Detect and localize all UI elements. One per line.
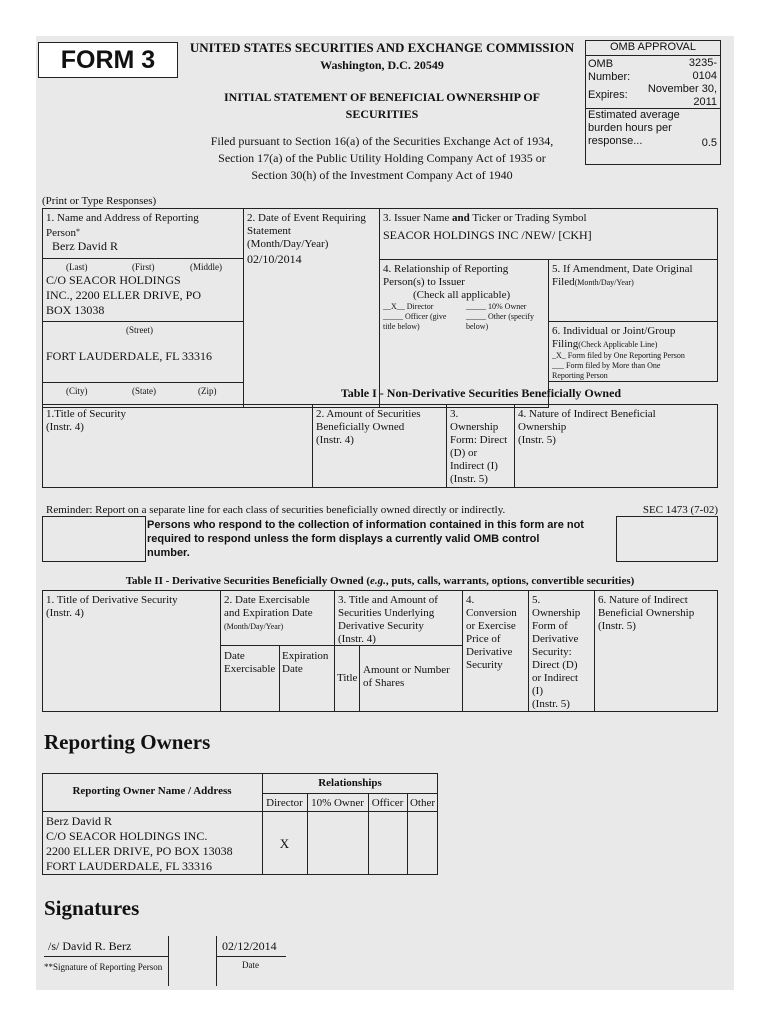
omb-title: OMB APPROVAL — [586, 41, 720, 56]
persons-notice-line3: number. — [147, 547, 190, 559]
middle-label: (Middle) — [190, 262, 222, 272]
reporting-person-name: Berz David R — [52, 239, 118, 253]
sec-code: SEC 1473 (7-02) — [642, 504, 718, 516]
amendment-date-format: (Month/Day/Year) — [574, 278, 634, 287]
persons-notice-line1: Persons who respond to the collection of information contained in this form are not — [147, 519, 584, 531]
table2-col5-line7: or Indirect — [532, 672, 579, 684]
table2-col5-line9: (Instr. 5) — [532, 698, 570, 710]
form-label — [38, 42, 178, 78]
table2-col6-line1: 6. Nature of Indirect — [598, 594, 688, 606]
owners-header-divider — [42, 811, 438, 812]
table2-amount-line1: Amount or Number — [363, 664, 450, 676]
persons-notice — [147, 518, 584, 560]
joint-option-2: ___ Form filed by More than One — [552, 361, 661, 370]
reporting-person-label-2-text: Person — [46, 227, 76, 239]
form-page — [36, 36, 734, 990]
reminder-text: Reminder: Report on a separate line for each class of securities beneficially owned directly or indirectly. — [46, 504, 506, 516]
issuer-label-b: and — [452, 212, 470, 224]
table2-col-divider-1 — [220, 590, 221, 712]
table2-col5-line6: Direct (D) — [532, 659, 578, 671]
table2-title-a: Table II - Derivative Securities Beneficially Owned ( — [125, 575, 371, 587]
table1-col2-line2: Beneficially Owned — [316, 421, 405, 433]
reporting-person-marker: * — [75, 227, 80, 236]
table2-col4-line2: Conversion — [466, 607, 517, 619]
owners-row-addr3: FORT LAUDERDALE, FL 33316 — [46, 859, 212, 873]
signature-label-text: Signature of Reporting Person — [53, 962, 163, 972]
table1-col3 — [450, 408, 507, 486]
notice-left-box — [42, 516, 146, 562]
signature-date-value: 02/12/2014 — [222, 939, 277, 953]
issuer-label — [383, 212, 587, 224]
table2-expiration-date — [282, 650, 328, 676]
signature-marker: ** — [44, 962, 53, 972]
table1-col4-line1: 4. Nature of Indirect Beneficial — [518, 408, 656, 420]
table2-col5-line8: (I) — [532, 685, 543, 697]
table2-col1-line2: (Instr. 4) — [46, 607, 84, 619]
table2-col-divider-3 — [462, 590, 463, 712]
street-label: (Street) — [126, 325, 153, 335]
reporting-person-label-2 — [46, 227, 80, 239]
table2-col4-line6: Security — [466, 659, 503, 671]
omb-number-value-2: 0104 — [692, 70, 717, 82]
table2-col-divider-5 — [594, 590, 595, 712]
signature-value: /s/ David R. Berz — [48, 939, 132, 953]
table2-col5-line3: Form of — [532, 620, 568, 632]
table2-col-divider-4 — [528, 590, 529, 712]
form-label-text: FORM 3 — [60, 46, 156, 74]
table2-col5 — [532, 594, 580, 711]
relationship-below: below) — [466, 322, 489, 331]
table2-expiration-label: Expiration — [282, 650, 329, 662]
relationship-ten-pct: _____ 10% Owner — [466, 302, 527, 311]
table2-title-eg: e.g. — [370, 575, 386, 587]
owners-row-addr2: 2200 ELLER DRIVE, PO BOX 13038 — [46, 844, 233, 858]
name-divider — [43, 258, 243, 259]
table2-col6 — [598, 594, 694, 633]
omb-number-label: OMB Number: — [588, 58, 631, 83]
table2-title-label: Title — [337, 672, 358, 684]
last-label: (Last) — [66, 262, 88, 272]
table1-col3-line1: 3. — [450, 408, 459, 420]
reporting-city-line: FORT LAUDERDALE, FL 33316 — [46, 349, 212, 363]
amendment-filed: Filed — [552, 276, 575, 288]
table2-col4-line3: or Exercise — [466, 620, 516, 632]
owners-director-header: Director — [266, 797, 303, 809]
table2-col2-line2: and Expiration Date — [224, 607, 313, 619]
table2-col3-line4: (Instr. 4) — [338, 633, 376, 645]
table1-col2 — [316, 408, 421, 447]
omb-approval-box — [585, 40, 721, 165]
table1-col4-line3: (Instr. 5) — [518, 434, 556, 446]
event-label-2: Statement — [247, 225, 291, 237]
signature-divider — [168, 936, 169, 986]
form-title-line2: SECURITIES — [345, 107, 419, 121]
table2-col3 — [338, 594, 438, 646]
agency-name: UNITED STATES SECURITIES AND EXCHANGE COMMISSION — [189, 40, 575, 55]
first-label: (First) — [132, 262, 155, 272]
table2-col6-line3: (Instr. 5) — [598, 620, 636, 632]
table1-col4-line2: Ownership — [518, 421, 567, 433]
agency-location: Washington, D.C. 20549 — [320, 58, 444, 72]
owners-ten-pct-header: 10% Owner — [311, 797, 364, 809]
issuer-label-c: Ticker or Trading Symbol — [472, 212, 587, 224]
table1-col3-line2: Ownership — [450, 421, 499, 433]
joint-label-1: 6. Individual or Joint/Group — [552, 325, 676, 337]
reporting-address-1: C/O SEACOR HOLDINGS — [46, 273, 181, 287]
table2-exercisable-label: Exercisable — [224, 663, 276, 675]
reporting-address-2: INC., 2200 ELLER DRIVE, PO — [46, 288, 201, 302]
date-line — [216, 956, 286, 957]
table1-title: Table I - Non-Derivative Securities Beneficially Owned — [340, 386, 622, 400]
table2-col3-line1: 3. Title and Amount of — [338, 594, 438, 606]
table2-title — [42, 575, 718, 587]
table1-col1-line1: 1.Title of Security — [46, 408, 126, 420]
city-label: (City) — [66, 386, 88, 396]
omb-burden-value: 0.5 — [701, 137, 717, 149]
table1-col1-line2: (Instr. 4) — [46, 421, 84, 433]
notice-right-box — [616, 516, 718, 562]
owners-relationship-divider — [262, 793, 438, 794]
table1-col3-line5: Indirect (I) — [450, 460, 498, 472]
owners-row-name: Berz David R — [46, 814, 112, 828]
form-title-line1: INITIAL STATEMENT OF BENEFICIAL OWNERSHIP OF — [224, 90, 540, 104]
omb-burden-label-2: burden hours per — [588, 122, 672, 134]
table1-col2-line1: 2. Amount of Securities — [316, 408, 421, 420]
table2-date-exercisable — [224, 650, 275, 676]
table2-col4-line1: 4. — [466, 594, 475, 606]
reporting-owners-heading: Reporting Owners — [44, 730, 211, 754]
signatures-heading: Signatures — [44, 896, 140, 920]
signature-label — [44, 962, 162, 972]
table2-col3-line3: Derivative Security — [338, 620, 424, 632]
table1-col3-line4: (D) or — [450, 447, 478, 459]
joint-option-1: _X_ Form filed by One Reporting Person — [552, 351, 685, 360]
amendment-label-2 — [552, 276, 634, 288]
filed-pursuant-line2: Section 17(a) of the Public Utility Holding Company Act of 1935 or — [218, 151, 546, 165]
table2-col2 — [224, 594, 313, 633]
omb-expires-value-2: 2011 — [693, 96, 717, 108]
table2-col3-line2: Securities Underlying — [338, 607, 435, 619]
relationship-label-1: 4. Relationship of Reporting — [383, 263, 509, 275]
table1-col2-line3: (Instr. 4) — [316, 434, 354, 446]
omb-expires-label: Expires: — [588, 89, 628, 101]
owners-row — [46, 814, 233, 874]
omb-burden-label-1: Estimated average — [588, 109, 680, 121]
amendment-label-1: 5. If Amendment, Date Original — [552, 263, 693, 275]
omb-burden-label-3: response... — [588, 135, 643, 147]
table2-title-b: , puts, calls, warrants, options, convertible securities) — [385, 575, 635, 587]
table2-col-divider-2 — [334, 590, 335, 712]
issuer-label-a: 3. Issuer Name — [383, 212, 450, 224]
table2-date-divider — [279, 645, 280, 712]
table2-col4-line4: Price of — [466, 633, 501, 645]
date-label: Date — [242, 960, 259, 970]
table1-col-divider-3 — [514, 404, 515, 488]
owners-other-header: Other — [409, 797, 436, 809]
table1-col-divider-1 — [312, 404, 313, 488]
omb-expires-value-1: November 30, — [647, 83, 717, 95]
table2-col2-line1: 2. Date Exercisable — [224, 594, 310, 606]
omb-number-value-1: 3235- — [688, 57, 717, 69]
table1-col1 — [46, 408, 126, 434]
table2-date2-label: Date — [282, 663, 303, 675]
reporting-person-label-1: 1. Name and Address of Reporting — [46, 212, 199, 224]
table2-col4-line5: Derivative — [466, 646, 513, 658]
relationship-officer: _____ Officer (give — [383, 312, 447, 321]
issuer-value: SEACOR HOLDINGS INC /NEW/ [CKH] — [383, 228, 592, 242]
signature-line — [44, 956, 168, 957]
owners-name-header: Reporting Owner Name / Address — [72, 785, 232, 797]
relationship-other: _____ Other (specify — [466, 312, 534, 321]
owners-relationships-header: Relationships — [318, 777, 382, 789]
relationship-director: __X__ Director — [383, 302, 434, 311]
state-label: (State) — [132, 386, 156, 396]
table2-col1-line1: 1. Title of Derivative Security — [46, 594, 178, 606]
relationship-label-2: Person(s) to Issuer — [383, 276, 465, 288]
reporting-address-3: BOX 13038 — [46, 303, 105, 317]
table1-col3-line6: (Instr. 5) — [450, 473, 488, 485]
filed-pursuant-line1: Filed pursuant to Section 16(a) of the Securities Exchange Act of 1934, — [210, 134, 554, 148]
joint-check-note: (Check Applicable Line) — [578, 340, 658, 349]
joint-option-3: Reporting Person — [552, 371, 608, 380]
table1-col3-line3: Form: Direct — [450, 434, 508, 446]
event-date-value: 02/10/2014 — [247, 252, 302, 266]
table2-col2-line3: (Month/Day/Year) — [224, 622, 284, 631]
table1-col4 — [518, 408, 656, 447]
print-note: (Print or Type Responses) — [42, 195, 157, 207]
table2-amount-line2: of Shares — [363, 677, 405, 689]
city-divider — [43, 382, 243, 383]
date-divider-left — [216, 936, 217, 986]
table2-col5-line5: Security: — [532, 646, 572, 658]
owners-row-director: X — [279, 836, 290, 851]
table2-col4 — [466, 594, 517, 672]
table2-col6-line2: Beneficial Ownership — [598, 607, 695, 619]
event-label-1: 2. Date of Event Requiring — [247, 212, 366, 224]
street-divider — [43, 321, 243, 322]
joint-label-2 — [552, 338, 657, 350]
table2-col1 — [46, 594, 178, 620]
table1-col-divider-2 — [446, 404, 447, 488]
table2-title-divider — [359, 645, 360, 712]
table2-amount — [363, 664, 450, 690]
owners-row-addr1: C/O SEACOR HOLDINGS INC. — [46, 829, 208, 843]
owners-officer-header: Officer — [371, 797, 404, 809]
table2-col5-line4: Derivative — [532, 633, 579, 645]
event-label-3: (Month/Day/Year) — [247, 238, 329, 250]
relationship-title-below: title below) — [383, 322, 420, 331]
table2-date-label: Date — [224, 650, 245, 662]
table2-col5-line1: 5. — [532, 594, 541, 606]
persons-notice-line2: required to respond unless the form displays a currently valid OMB control — [147, 533, 540, 545]
relationship-label-3: (Check all applicable) — [413, 289, 511, 301]
filed-pursuant-line3: Section 30(h) of the Investment Company Act of 1940 — [251, 168, 513, 182]
table2-col5-line2: Ownership — [532, 607, 581, 619]
zip-label: (Zip) — [198, 386, 217, 396]
joint-filing-text: Filing — [552, 338, 579, 350]
